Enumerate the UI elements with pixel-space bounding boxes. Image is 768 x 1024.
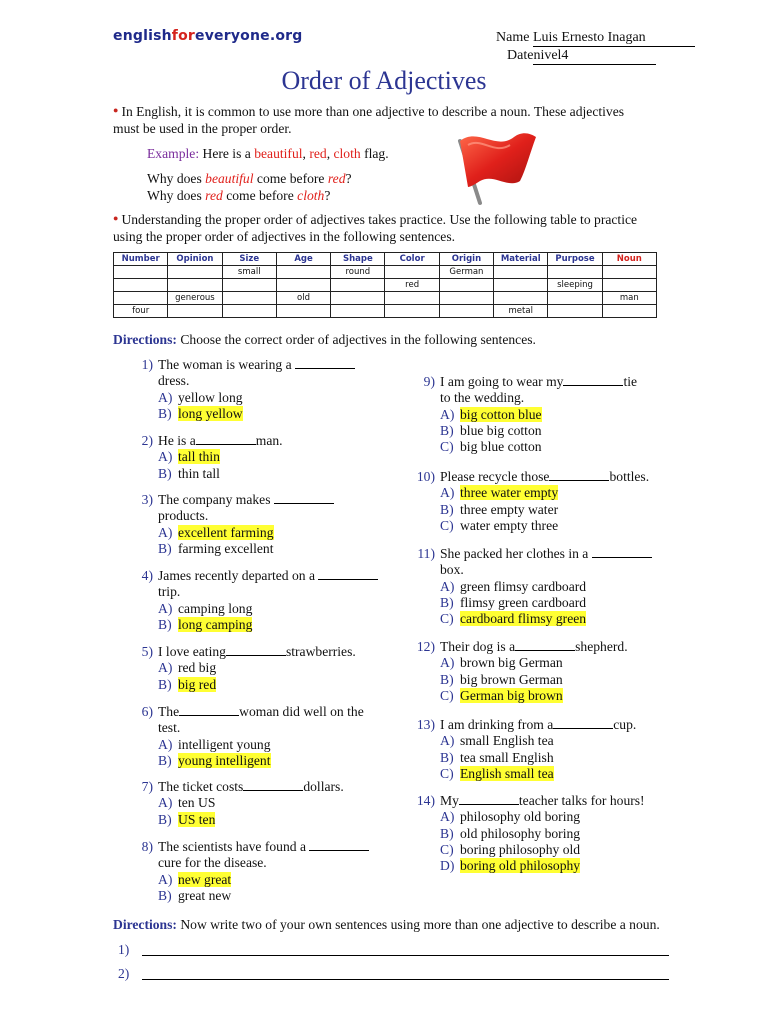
table-cell xyxy=(494,279,548,292)
table-header-cell: Color xyxy=(385,253,439,266)
table-cell: old xyxy=(276,292,330,305)
question-prompt: The company makes xyxy=(158,492,388,508)
option-text: tall thin xyxy=(178,449,220,465)
table-cell xyxy=(222,292,276,305)
table-cell xyxy=(548,305,602,318)
question-prompt-continued: cure for the disease. xyxy=(158,855,267,871)
write-line-1[interactable] xyxy=(142,955,669,956)
answer-option[interactable]: A) yellow long xyxy=(158,389,243,405)
option-text: big brown German xyxy=(460,671,563,687)
option-text: green flimsy cardboard xyxy=(460,578,587,594)
table-header-cell: Size xyxy=(222,253,276,266)
table-cell xyxy=(385,305,439,318)
table-cell: small xyxy=(222,266,276,279)
question-number: 9) xyxy=(423,374,435,389)
answer-option[interactable]: C) water empty three xyxy=(440,517,559,533)
question-prompt: James recently departed on a xyxy=(158,568,388,584)
answer-option[interactable]: B) young intelligent xyxy=(158,752,271,768)
option-text: big red xyxy=(178,676,217,692)
site-brand: englishforeveryone.org xyxy=(113,28,303,44)
table-cell xyxy=(439,305,493,318)
table-row xyxy=(114,266,657,279)
option-text: old philosophy boring xyxy=(460,825,581,841)
answer-option[interactable]: B) flimsy green cardboard xyxy=(440,594,587,610)
question-number: 7) xyxy=(141,779,153,794)
question-prompt-continued: trip. xyxy=(158,584,181,600)
question-prompt: The woman is wearing a xyxy=(158,357,388,373)
table-cell xyxy=(602,279,656,292)
answer-option[interactable]: A) small English tea xyxy=(440,733,554,749)
question-number: 6) xyxy=(141,704,153,719)
option-text: farming excellent xyxy=(178,540,274,556)
question-number: 1) xyxy=(141,357,153,372)
intro-paragraph-2: ● Understanding the proper order of adjectives takes practice. Use the following table to practice using the proper order of adjectives in the following sentences. xyxy=(113,212,638,244)
table-cell xyxy=(331,292,385,305)
write-line-2[interactable] xyxy=(142,979,669,980)
answer-blank[interactable] xyxy=(274,492,334,504)
answer-option[interactable]: B) great new xyxy=(158,887,232,903)
table-header-cell: Purpose xyxy=(548,253,602,266)
option-text: big cotton blue xyxy=(460,406,542,422)
answer-option[interactable]: A) philosophy old boring xyxy=(440,809,581,825)
table-row xyxy=(114,279,657,292)
table-cell: round xyxy=(331,266,385,279)
option-text: thin tall xyxy=(178,465,220,481)
example-line: Example: Here is a beautiful, red, cloth flag. xyxy=(147,146,389,161)
answer-option[interactable]: A) tall thin xyxy=(158,449,220,465)
table-cell xyxy=(494,266,548,279)
answer-option[interactable]: A) excellent farming xyxy=(158,524,274,540)
question-prompt: The scientists have found a xyxy=(158,839,388,855)
bullet-icon: ● xyxy=(113,105,119,115)
question-number: 14) xyxy=(416,793,435,808)
table-row xyxy=(114,305,657,318)
option-text: great new xyxy=(178,887,232,903)
question-number: 4) xyxy=(141,568,153,583)
option-text: camping long xyxy=(178,600,253,616)
table-cell xyxy=(114,279,168,292)
answer-option[interactable]: C) English small tea xyxy=(440,765,554,781)
question-prompt-continued: products. xyxy=(158,508,209,524)
table-cell xyxy=(168,279,222,292)
write-line-number: 1) xyxy=(118,942,130,957)
table-header-cell: Material xyxy=(494,253,548,266)
answer-blank[interactable] xyxy=(196,433,256,445)
name-field: Name Luis Ernesto Inagan xyxy=(496,30,695,47)
option-text: new great xyxy=(178,871,232,887)
adjective-order-table xyxy=(113,252,657,318)
table-cell xyxy=(494,292,548,305)
table-cell xyxy=(385,266,439,279)
table-cell xyxy=(276,279,330,292)
answer-option[interactable]: A) three water empty xyxy=(440,485,559,501)
question-prompt-continued: box. xyxy=(440,562,464,578)
option-text: ten US xyxy=(178,795,216,811)
table-cell xyxy=(276,305,330,318)
table-cell xyxy=(602,305,656,318)
table-cell xyxy=(439,292,493,305)
question-number: 2) xyxy=(141,433,153,448)
option-text: philosophy old boring xyxy=(460,809,581,825)
table-cell: red xyxy=(385,279,439,292)
option-text: English small tea xyxy=(460,765,554,781)
table-header-cell: Origin xyxy=(439,253,493,266)
answer-option[interactable]: C) boring philosophy old xyxy=(440,841,581,857)
answer-blank[interactable] xyxy=(309,839,369,851)
answer-option[interactable]: A) camping long xyxy=(158,600,253,616)
table-cell xyxy=(548,292,602,305)
question-prompt: Their dog is a shepherd. xyxy=(440,639,628,654)
table-header-cell: Number xyxy=(114,253,168,266)
answer-blank[interactable] xyxy=(592,546,652,558)
answer-option[interactable]: A) big cotton blue xyxy=(440,406,542,422)
table-cell xyxy=(276,266,330,279)
question-prompt: She packed her clothes in a xyxy=(440,546,670,562)
table-header-cell: Noun xyxy=(602,253,656,266)
answer-option[interactable]: B) big brown German xyxy=(440,671,563,687)
question-prompt: I am going to wear my tie xyxy=(440,374,638,389)
table-row xyxy=(114,292,657,305)
answer-option[interactable]: B) thin tall xyxy=(158,465,220,481)
answer-option[interactable]: B) farming excellent xyxy=(158,540,274,556)
table-cell xyxy=(222,305,276,318)
answer-blank[interactable] xyxy=(243,779,303,791)
answer-option[interactable]: B) three empty water xyxy=(440,501,559,517)
answer-option[interactable]: C) big blue cotton xyxy=(440,439,542,455)
option-text: long camping xyxy=(178,616,253,632)
intro-paragraph-1: ● In English, it is common to use more than one adjective to describe a noun. These adjectives must be used in the proper order. xyxy=(113,104,625,136)
bullet-icon: ● xyxy=(113,213,119,223)
option-text: flimsy green cardboard xyxy=(460,594,587,610)
date-field: Datenivel4 xyxy=(507,48,656,65)
directions-1: Directions: Choose the correct order of adjectives in the following sentences. xyxy=(113,332,536,347)
answer-option[interactable]: A) green flimsy cardboard xyxy=(440,578,587,594)
answer-blank[interactable] xyxy=(553,717,613,729)
option-text: red big xyxy=(178,660,217,676)
question-prompt: I love eating strawberries. xyxy=(158,644,356,659)
option-text: three empty water xyxy=(460,501,559,517)
answer-option[interactable]: B) blue big cotton xyxy=(440,422,542,438)
answer-option[interactable]: A) ten US xyxy=(158,795,216,811)
answer-blank[interactable] xyxy=(295,357,355,369)
why-question-2: Why does red come before cloth? xyxy=(147,188,331,203)
table-header-cell: Opinion xyxy=(168,253,222,266)
answer-blank[interactable] xyxy=(549,469,609,481)
answer-option[interactable]: B) big red xyxy=(158,676,217,692)
question-prompt: I am drinking from a cup. xyxy=(440,717,637,732)
answer-option[interactable]: C) cardboard flimsy green xyxy=(440,611,587,627)
option-text: young intelligent xyxy=(178,752,271,768)
table-cell xyxy=(439,279,493,292)
option-text: yellow long xyxy=(178,389,243,405)
why-question-1: Why does beautiful come before red? xyxy=(147,171,352,186)
option-text: German big brown xyxy=(460,687,563,703)
answer-option[interactable]: D) boring old philosophy xyxy=(440,858,581,874)
option-text: big blue cotton xyxy=(460,439,542,455)
option-text: small English tea xyxy=(460,733,554,749)
option-text: cardboard flimsy green xyxy=(460,611,587,627)
answer-option[interactable]: A) new great xyxy=(158,871,232,887)
option-text: US ten xyxy=(178,811,216,827)
table-cell: sleeping xyxy=(548,279,602,292)
question-prompt: Please recycle those bottles. xyxy=(440,469,650,484)
question-number: 12) xyxy=(416,639,435,654)
question-prompt: He is a man. xyxy=(158,433,283,448)
table-cell xyxy=(168,266,222,279)
answer-option[interactable]: B) old philosophy boring xyxy=(440,825,581,841)
table-cell xyxy=(602,266,656,279)
option-text: brown big German xyxy=(460,655,563,671)
answer-option[interactable]: A) intelligent young xyxy=(158,736,271,752)
table-cell xyxy=(114,292,168,305)
question-number: 5) xyxy=(141,644,153,659)
question-prompt-continued: dress. xyxy=(158,373,190,389)
option-text: three water empty xyxy=(460,485,559,501)
option-text: boring philosophy old xyxy=(460,841,581,857)
table-header-cell: Age xyxy=(276,253,330,266)
directions-2: Directions: Now write two of your own sentences using more than one adjective to describe a noun. xyxy=(113,917,660,932)
question-prompt: The ticket costs dollars. xyxy=(158,779,344,794)
table-cell xyxy=(385,292,439,305)
answer-option[interactable]: B) long camping xyxy=(158,616,253,632)
table-cell xyxy=(114,266,168,279)
table-cell: German xyxy=(439,266,493,279)
table-header-cell: Shape xyxy=(331,253,385,266)
question-prompt-continued: test. xyxy=(158,720,181,736)
option-text: water empty three xyxy=(460,517,559,533)
answer-option[interactable]: B) tea small English xyxy=(440,749,554,765)
page-title: Order of Adjectives xyxy=(281,66,487,95)
answer-option[interactable]: A) red big xyxy=(158,660,217,676)
option-text: long yellow xyxy=(178,405,243,421)
option-text: tea small English xyxy=(460,749,554,765)
table-cell xyxy=(168,305,222,318)
question-number: 13) xyxy=(416,717,435,732)
table-cell: metal xyxy=(494,305,548,318)
answer-blank[interactable] xyxy=(459,793,519,805)
answer-blank[interactable] xyxy=(318,568,378,580)
answer-option[interactable]: C) German big brown xyxy=(440,687,563,703)
option-text: excellent farming xyxy=(178,524,274,540)
answer-blank[interactable] xyxy=(226,644,286,656)
answer-blank[interactable] xyxy=(179,704,239,716)
answer-option[interactable]: B) long yellow xyxy=(158,405,243,421)
answer-option[interactable]: B) US ten xyxy=(158,811,216,827)
table-cell xyxy=(222,279,276,292)
option-text: boring old philosophy xyxy=(460,858,581,874)
table-header-row xyxy=(114,253,657,266)
answer-option[interactable]: A) brown big German xyxy=(440,655,563,671)
question-prompt-continued: to the wedding. xyxy=(440,390,525,406)
question-number: 8) xyxy=(141,839,153,854)
write-line-number: 2) xyxy=(118,966,130,981)
option-text: intelligent young xyxy=(178,736,271,752)
table-cell: generous xyxy=(168,292,222,305)
question-number: 11) xyxy=(417,546,435,561)
table-cell: man xyxy=(602,292,656,305)
answer-blank[interactable] xyxy=(563,374,623,386)
question-prompt: The woman did well on the xyxy=(158,704,364,719)
table-cell xyxy=(548,266,602,279)
table-cell: four xyxy=(114,305,168,318)
question-number: 3) xyxy=(141,492,153,507)
red-flag-icon xyxy=(448,125,540,207)
option-text: blue big cotton xyxy=(460,422,542,438)
question-prompt: My teacher talks for hours! xyxy=(440,793,645,808)
answer-blank[interactable] xyxy=(515,639,575,651)
table-cell xyxy=(331,305,385,318)
table-cell xyxy=(331,279,385,292)
question-number: 10) xyxy=(416,469,435,484)
